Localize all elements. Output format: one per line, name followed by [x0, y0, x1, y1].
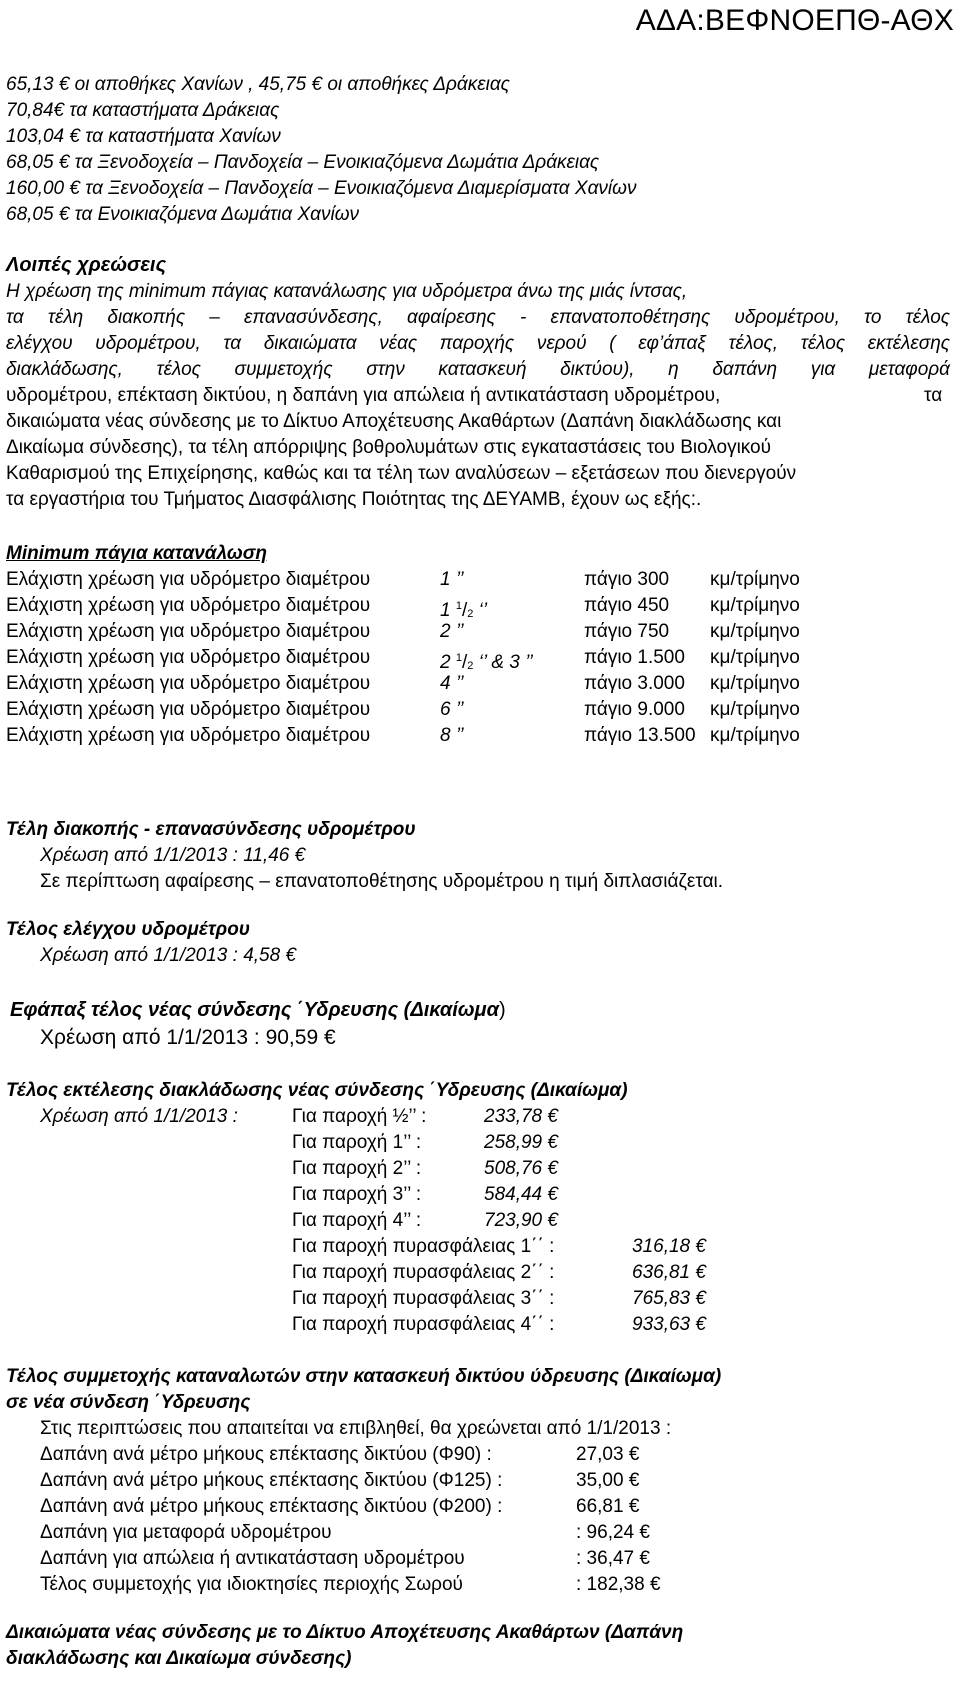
paragraph-line: υδρομέτρου, επέκταση δικτύου, η δαπάνη για απώλεια ή αντικατάσταση υδρομέτρου,	[6, 385, 721, 406]
diameter-tail: ’’	[450, 569, 464, 590]
diameter-tail: ’’	[450, 699, 464, 720]
diameter-main: 2	[440, 621, 451, 642]
paragraph-line: διακλάδωσης, τέλος συμμετοχής στην κατασκευή δικτύου), η δαπάνη για μεταφορά	[6, 359, 950, 380]
disconnect-note: Σε περίπτωση αφαίρεσης – επανατοποθέτησης υδρομέτρου η τιμή διπλασιάζεται.	[40, 871, 724, 892]
diameter-main: 1	[440, 600, 456, 621]
rate-line: 160,00 € τα Ξενοδοχεία – Πανδοχεία – Ενοικιαζόμενα Διαμερίσματα Χανίων	[6, 178, 637, 199]
minimum-row-unit: κμ/τρίμηνο	[710, 595, 800, 616]
paragraph-line: δικαιώματα νέας σύνδεσης με το Δίκτυο Αποχέτευσης Ακαθάρτων (Δαπάνη διακλάδωσης και	[6, 411, 782, 432]
diameter-tail: ‘’	[473, 600, 488, 621]
branch-row-price: 723,90 €	[484, 1210, 558, 1231]
section-title-branch: Τέλος εκτέλεσης διακλάδωσης νέας σύνδεσης ΄Υδρευσης (Δικαίωμα)	[6, 1080, 628, 1101]
branch-row-price: 933,63 €	[632, 1314, 706, 1335]
participation-row-label: Δαπάνη για απώλεια ή αντικατάσταση υδρομέτρου	[40, 1548, 465, 1569]
minimum-row-unit: κμ/τρίμηνο	[710, 725, 800, 746]
one-time-title-end: )	[498, 999, 506, 1021]
paragraph-line: Η χρέωση της minimum πάγιας κατανάλωσης για υδρόμετρα άνω της μιάς ίντσας,	[6, 281, 688, 302]
participation-row-label: Δαπάνη ανά μέτρο μήκους επέκτασης δικτύου (Φ200) :	[40, 1496, 503, 1517]
paragraph-line: τα εργαστήρια του Τμήματος Διασφάλισης Ποιότητας της ΔΕΥΑΜΒ, έχουν ως εξής:.	[6, 489, 702, 510]
branch-row-label: Για παροχή πυρασφάλειας 4΄΄ :	[292, 1314, 555, 1335]
minimum-row-diameter	[440, 671, 464, 697]
minimum-row-fee: πάγιο 3.000	[584, 673, 685, 694]
participation-row-price: : 36,47 €	[576, 1548, 650, 1569]
section-title-meter-check: Τέλος ελέγχου υδρομέτρου	[6, 919, 251, 940]
branch-row-label: Για παροχή 4’’ :	[292, 1210, 422, 1231]
diameter-main: 1	[440, 569, 451, 590]
participation-row-price: 27,03 €	[576, 1444, 640, 1465]
rate-line: 70,84€ τα καταστήματα Δράκειας	[6, 100, 280, 121]
minimum-row-diameter	[440, 567, 464, 593]
section-title-minimum: Minimum πάγια κατανάλωση	[6, 543, 267, 564]
branch-row-price: 508,76 €	[484, 1158, 558, 1179]
diameter-sup: 1	[455, 600, 462, 612]
diameter-main: 4	[440, 673, 451, 694]
minimum-row-diameter: 1 $^1/_2$ ‘’	[440, 600, 488, 621]
minimum-row-fee: πάγιο 1.500	[584, 647, 685, 668]
minimum-row-label: Ελάχιστη χρέωση για υδρόμετρο διαμέτρου	[6, 647, 371, 668]
minimum-row-label: Ελάχιστη χρέωση για υδρόμετρο διαμέτρου	[6, 673, 371, 694]
diameter-sub: 2	[467, 660, 474, 672]
paragraph-line: Καθαρισμού της Επιχείρησης, καθώς και τα τέλη των αναλύσεων – εξετάσεων που διενεργούν	[6, 463, 797, 484]
minimum-row-fee: πάγιο 300	[584, 569, 670, 590]
disconnect-charge: Χρέωση από 1/1/2013 : 11,46 €	[40, 845, 306, 866]
branch-row-label: Για παροχή 3’’ :	[292, 1184, 422, 1205]
rate-line: 68,05 € τα Ενοικιαζόμενα Δωμάτια Χανίων	[6, 204, 359, 225]
participation-row-price: : 182,38 €	[576, 1574, 661, 1595]
minimum-row-fee: πάγιο 13.500	[584, 725, 696, 746]
rate-line: 103,04 € τα καταστήματα Χανίων	[6, 126, 281, 147]
minimum-row-label: Ελάχιστη χρέωση για υδρόμετρο διαμέτρου	[6, 621, 371, 642]
minimum-row-unit: κμ/τρίμηνο	[710, 569, 800, 590]
branch-row-label: Για παροχή πυρασφάλειας 1΄΄ :	[292, 1236, 555, 1257]
minimum-row-label: Ελάχιστη χρέωση για υδρόμετρο διαμέτρου	[6, 725, 371, 746]
branch-row-label: Για παροχή πυρασφάλειας 3΄΄ :	[292, 1288, 555, 1309]
minimum-row-fee: πάγιο 750	[584, 621, 670, 642]
participation-row-label: Τέλος συμμετοχής για ιδιοκτησίες περιοχής Σωρού	[40, 1574, 463, 1595]
diameter-sub: 2	[467, 608, 474, 620]
branch-row-label: Για παροχή ½’’ :	[292, 1106, 427, 1127]
section-title-one-time	[10, 997, 506, 1023]
minimum-row-diameter	[440, 619, 464, 645]
minimum-row-diameter: 2 $^1/_2$ ‘’ & 3 ’’	[440, 652, 533, 673]
rate-line: 65,13 € οι αποθήκες Χανίων , 45,75 € οι αποθήκες Δράκειας	[6, 74, 510, 95]
document-code-header: ΑΔΑ:ΒΕΦΝΟΕΠΘ-ΑΘΧ	[635, 4, 954, 37]
branch-row-price: 258,99 €	[484, 1132, 558, 1153]
minimum-row-diameter	[440, 723, 464, 749]
participation-row-label: Δαπάνη για μεταφορά υδρομέτρου	[40, 1522, 332, 1543]
branch-row-label: Για παροχή 1’’ :	[292, 1132, 422, 1153]
participation-row-label: Δαπάνη ανά μέτρο μήκους επέκτασης δικτύου (Φ90) :	[40, 1444, 492, 1465]
diameter-tail: ’’	[450, 673, 464, 694]
one-time-charge: Χρέωση από 1/1/2013 : 90,59 €	[40, 1026, 336, 1049]
one-time-title-text: Εφάπαξ τέλος νέας σύνδεσης ΄Υδρευσης (Δικαίωμα	[10, 999, 499, 1021]
minimum-row-unit: κμ/τρίμηνο	[710, 699, 800, 720]
participation-row-price: : 96,24 €	[576, 1522, 650, 1543]
branch-row-price: 233,78 €	[484, 1106, 558, 1127]
diameter-sup: 1	[455, 652, 462, 664]
section-title-participation-2: σε νέα σύνδεση ΄Υδρευσης	[6, 1392, 251, 1413]
minimum-row-unit: κμ/τρίμηνο	[710, 621, 800, 642]
meter-check-charge: Χρέωση από 1/1/2013 : 4,58 €	[40, 945, 297, 966]
section-title-sewer-1: Δικαιώματα νέας σύνδεσης με το Δίκτυο Αποχέτευσης Ακαθάρτων (Δαπάνη	[6, 1622, 684, 1643]
participation-intro: Στις περιπτώσεις που απαιτείται να επιβληθεί, θα χρεώνεται από 1/1/2013 :	[40, 1418, 672, 1439]
rate-line: 68,05 € τα Ξενοδοχεία – Πανδοχεία – Ενοικιαζόμενα Δωμάτια Δράκειας	[6, 152, 600, 173]
minimum-row-label: Ελάχιστη χρέωση για υδρόμετρο διαμέτρου	[6, 595, 371, 616]
paragraph-line-end: τα	[924, 385, 943, 406]
diameter-main: 8	[440, 725, 451, 746]
participation-row-price: 35,00 €	[576, 1470, 640, 1491]
branch-row-label: Για παροχή 2’’ :	[292, 1158, 422, 1179]
section-title-disconnect: Τέλη διακοπής - επανασύνδεσης υδρομέτρου	[6, 819, 416, 840]
section-title-other-charges: Λοιπές χρεώσεις	[6, 254, 167, 276]
branch-row-price: 765,83 €	[632, 1288, 706, 1309]
minimum-row-label: Ελάχιστη χρέωση για υδρόμετρο διαμέτρου	[6, 699, 371, 720]
paragraph-line: τα τέλη διακοπής – επανασύνδεσης, αφαίρεσης - επανατοποθέτησης υδρομέτρου, το τέλος	[6, 307, 950, 328]
paragraph-line: ελέγχου υδρομέτρου, τα δικαιώματα νέας παροχής νερού ( εφ’άπαξ τέλος, τέλος εκτέλεσης	[6, 333, 950, 354]
minimum-row-label: Ελάχιστη χρέωση για υδρόμετρο διαμέτρου	[6, 569, 371, 590]
branch-row-price: 316,18 €	[632, 1236, 706, 1257]
branch-row-price: 584,44 €	[484, 1184, 558, 1205]
section-title-sewer-2: διακλάδωσης και Δικαίωμα σύνδεσης)	[6, 1648, 352, 1669]
diameter-tail: ’’	[450, 725, 464, 746]
participation-row-label: Δαπάνη ανά μέτρο μήκους επέκτασης δικτύου (Φ125) :	[40, 1470, 503, 1491]
diameter-tail: ‘’ & 3 ’’	[473, 652, 533, 673]
minimum-row-unit: κμ/τρίμηνο	[710, 647, 800, 668]
branch-row-label: Για παροχή πυρασφάλειας 2΄΄ :	[292, 1262, 555, 1283]
diameter-main: 6	[440, 699, 451, 720]
diameter-main: 2	[440, 652, 456, 673]
minimum-row-unit: κμ/τρίμηνο	[710, 673, 800, 694]
minimum-row-fee: πάγιο 9.000	[584, 699, 685, 720]
branch-charge-label: Χρέωση από 1/1/2013 :	[40, 1106, 238, 1127]
diameter-tail: ’’	[450, 621, 464, 642]
paragraph-line: Δικαίωμα σύνδεσης), τα τέλη απόρριψης βοθρολυμάτων στις εγκαταστάσεις του Βιολογικού	[6, 437, 772, 458]
participation-row-price: 66,81 €	[576, 1496, 640, 1517]
branch-row-price: 636,81 €	[632, 1262, 706, 1283]
minimum-row-fee: πάγιο 450	[584, 595, 670, 616]
section-title-participation-1: Τέλος συμμετοχής καταναλωτών στην κατασκευή δικτύου ύδρευσης (Δικαίωμα)	[6, 1366, 722, 1387]
minimum-row-diameter	[440, 697, 464, 723]
